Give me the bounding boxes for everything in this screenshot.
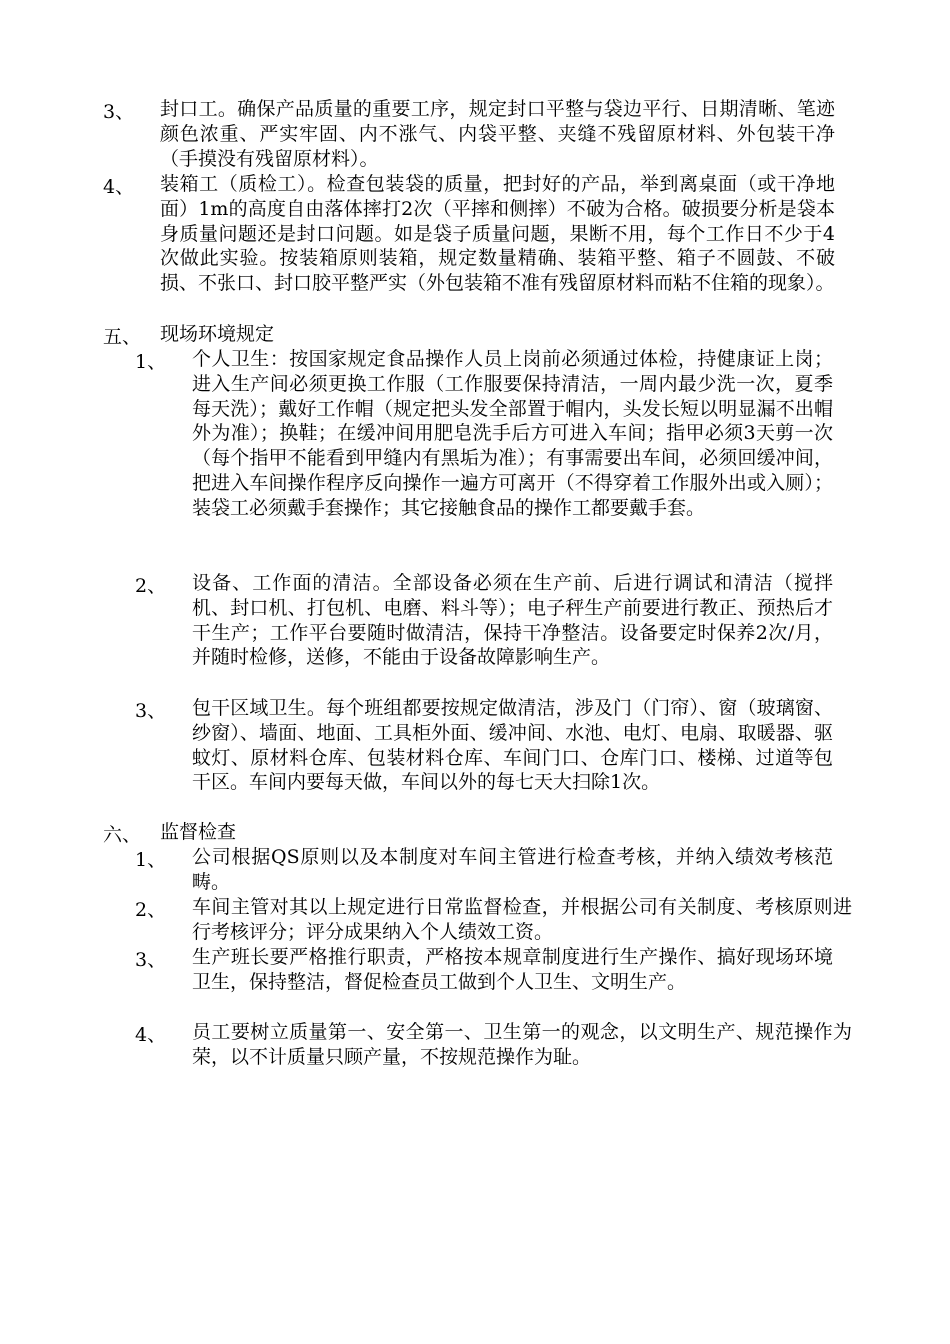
item-number: 1、	[135, 849, 167, 871]
item-text: 生产班长要严格推行职责，严格按本规章制度进行生产操作、搞好现场环境卫生，保持整洁，督促检查员工做到个人卫生、文明生产。	[192, 946, 833, 993]
item-text: 公司根据QS原则以及本制度对车间主管进行检查考核，并纳入绩效考核范畴。	[192, 846, 833, 893]
item-number: 4、	[135, 1024, 167, 1046]
section-number: 五、	[103, 326, 142, 348]
item-text: 包干区域卫生。每个班组都要按规定做清洁，涉及门（门帘）、窗（玻璃窗、纱窗）、墙面、地面、工具柜外面、缓冲间、水池、电灯、电扇、取暖器、驱蚊灯、原材料仓库、包装材料仓库、车间门口、仓库门口、楼梯、过道等包干区。车间内要每天做，车间以外的每七天大扫除1次。	[192, 697, 833, 794]
item-text: 装箱工（质检工）。检查包装袋的质量，把封好的产品，举到离桌面（或干净地面）1m的高度自由落体摔打2次（平摔和侧摔）不破为合格。破损要分析是袋本身质量问题还是封口问题。如是袋子质量问题，果断不用，每个工作日不少于4次做此实验。按装箱原则装箱，规定数量精确、装箱平整、箱子不圆鼓、不破损、不张口、封口胶平整严实（外包装箱不准有残留原材料而粘不住箱的现象）。	[160, 173, 835, 295]
item-number: 3、	[135, 700, 167, 722]
item-text: 员工要树立质量第一、安全第一、卫生第一的观念，以文明生产、规范操作为荣，以不计质量只顾产量，不按规范操作为耻。	[192, 1021, 852, 1068]
item-number: 1、	[135, 351, 167, 373]
section-number: 六、	[103, 824, 142, 846]
item-text: 设备、工作面的清洁。全部设备必须在生产前、后进行调试和清洁（搅拌机、封口机、打包机、电磨、料斗等）；电子秤生产前要进行教正、预热后才干生产；工作平台要随时做清洁，保持干净整洁。设备要定时保养2次/月，并随时检修，送修，不能由于设备故障影响生产。	[192, 572, 833, 669]
item-number: 4、	[103, 176, 135, 198]
item-number: 3、	[103, 101, 135, 123]
item-text: 个人卫生：按国家规定食品操作人员上岗前必须通过体检，持健康证上岗；进入生产间必须更换工作服（工作服要保持清洁，一周内最少洗一次，夏季每天洗）；戴好工作帽（规定把头发全部置于帽内，头发长短以明显漏不出帽外为准）；换鞋；在缓冲间用肥皂洗手后方可进入车间；指甲必须3天剪一次（每个指甲不能看到甲缝内有黑垢为准）；有事需要出车间，必须回缓冲间，把进入车间操作程序反向操作一遍方可离开（不得穿着工作服外出或入厕）；装袋工必须戴手套操作；其它接触食品的操作工都要戴手套。	[192, 348, 833, 519]
section-title: 现场环境规定	[160, 323, 275, 345]
item-text: 车间主管对其以上规定进行日常监督检查，并根据公司有关制度、考核原则进行考核评分；评分成果纳入个人绩效工资。	[192, 896, 852, 943]
item-number: 3、	[135, 949, 167, 971]
section-title: 监督检查	[160, 821, 237, 843]
item-number: 2、	[135, 575, 167, 597]
item-text: 封口工。确保产品质量的重要工序，规定封口平整与袋边平行、日期清晰、笔迹颜色浓重、严实牢固、内不涨气、内袋平整、夹缝不残留原材料、外包装干净（手摸没有残留原材料）。	[160, 98, 835, 170]
item-number: 2、	[135, 899, 167, 921]
